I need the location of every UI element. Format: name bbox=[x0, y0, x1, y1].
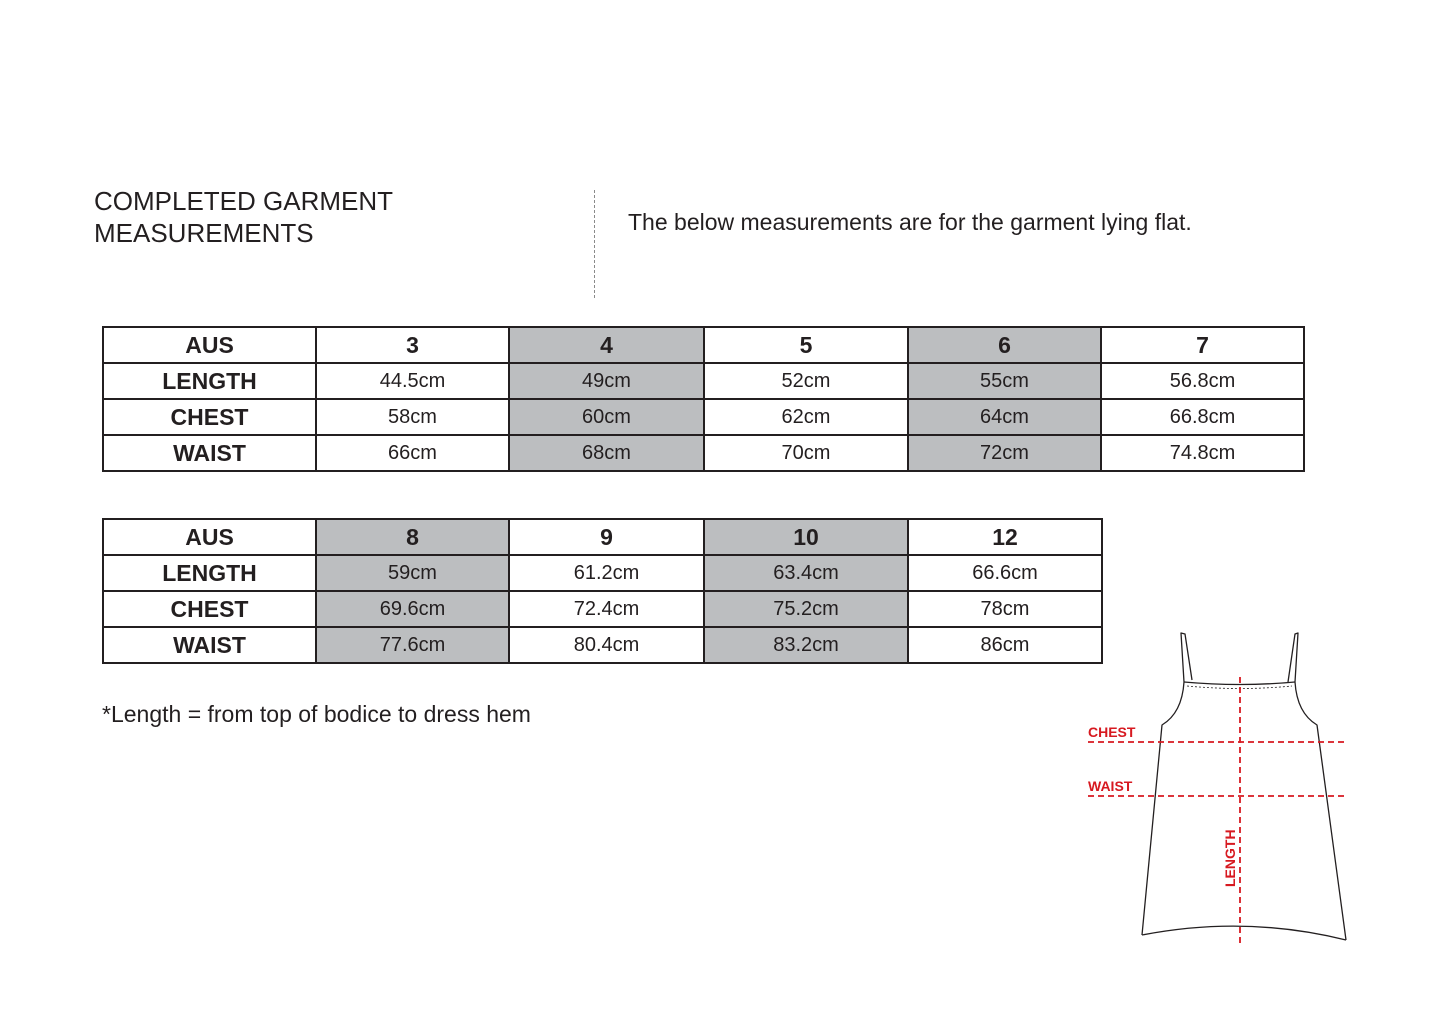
waist-cell: 72cm bbox=[908, 435, 1101, 471]
size-header: 7 bbox=[1101, 327, 1304, 363]
dress-measurement-diagram bbox=[1080, 625, 1365, 955]
length-cell: 55cm bbox=[908, 363, 1101, 399]
page-title-line-2: MEASUREMENTS bbox=[94, 218, 314, 248]
length-footnote: *Length = from top of bodice to dress hem bbox=[102, 701, 531, 727]
size-header: 8 bbox=[316, 519, 509, 555]
length-cell: 61.2cm bbox=[509, 555, 704, 591]
waist-label: WAIST bbox=[1088, 778, 1133, 794]
table-row-chest bbox=[103, 399, 1304, 435]
length-label: LENGTH bbox=[1222, 829, 1238, 887]
waist-cell: 68cm bbox=[509, 435, 704, 471]
row-label-length: LENGTH bbox=[103, 363, 316, 399]
size-header: 5 bbox=[704, 327, 908, 363]
chest-cell: 78cm bbox=[908, 591, 1102, 627]
row-label-length: LENGTH bbox=[103, 555, 316, 591]
waist-cell: 80.4cm bbox=[509, 627, 704, 663]
row-label-waist: WAIST bbox=[103, 435, 316, 471]
vertical-divider bbox=[594, 190, 595, 298]
size-table-1 bbox=[102, 326, 1305, 472]
chest-cell: 58cm bbox=[316, 399, 509, 435]
table-row-sizes bbox=[103, 327, 1304, 363]
row-label-aus: AUS bbox=[103, 327, 316, 363]
chest-label: CHEST bbox=[1088, 724, 1136, 740]
length-cell: 56.8cm bbox=[1101, 363, 1304, 399]
size-header: 4 bbox=[509, 327, 704, 363]
chest-cell: 72.4cm bbox=[509, 591, 704, 627]
length-cell: 59cm bbox=[316, 555, 509, 591]
table-row-waist bbox=[103, 627, 1102, 663]
size-header: 9 bbox=[509, 519, 704, 555]
size-header: 6 bbox=[908, 327, 1101, 363]
row-label-chest: CHEST bbox=[103, 399, 316, 435]
length-cell: 52cm bbox=[704, 363, 908, 399]
row-label-aus: AUS bbox=[103, 519, 316, 555]
chest-cell: 64cm bbox=[908, 399, 1101, 435]
page-title bbox=[94, 185, 514, 249]
chest-cell: 66.8cm bbox=[1101, 399, 1304, 435]
row-label-waist: WAIST bbox=[103, 627, 316, 663]
size-header: 12 bbox=[908, 519, 1102, 555]
row-label-chest: CHEST bbox=[103, 591, 316, 627]
size-header: 3 bbox=[316, 327, 509, 363]
measurement-lines bbox=[1088, 677, 1348, 947]
chest-cell: 62cm bbox=[704, 399, 908, 435]
dress-outline bbox=[1142, 633, 1346, 940]
table-row-length bbox=[103, 555, 1102, 591]
table-row-chest bbox=[103, 591, 1102, 627]
page-title-line-1: COMPLETED GARMENT bbox=[94, 186, 394, 216]
length-cell: 63.4cm bbox=[704, 555, 908, 591]
waist-cell: 70cm bbox=[704, 435, 908, 471]
waist-cell: 83.2cm bbox=[704, 627, 908, 663]
waist-cell: 77.6cm bbox=[316, 627, 509, 663]
chest-cell: 75.2cm bbox=[704, 591, 908, 627]
table-row-waist bbox=[103, 435, 1304, 471]
size-table-2 bbox=[102, 518, 1103, 664]
table-row-length bbox=[103, 363, 1304, 399]
waist-cell: 74.8cm bbox=[1101, 435, 1304, 471]
size-header: 10 bbox=[704, 519, 908, 555]
intro-text: The below measurements are for the garment lying flat. bbox=[628, 209, 1192, 235]
length-cell: 49cm bbox=[509, 363, 704, 399]
length-cell: 44.5cm bbox=[316, 363, 509, 399]
length-cell: 66.6cm bbox=[908, 555, 1102, 591]
waist-cell: 86cm bbox=[908, 627, 1102, 663]
waist-cell: 66cm bbox=[316, 435, 509, 471]
chest-cell: 60cm bbox=[509, 399, 704, 435]
chest-cell: 69.6cm bbox=[316, 591, 509, 627]
table-row-sizes bbox=[103, 519, 1102, 555]
